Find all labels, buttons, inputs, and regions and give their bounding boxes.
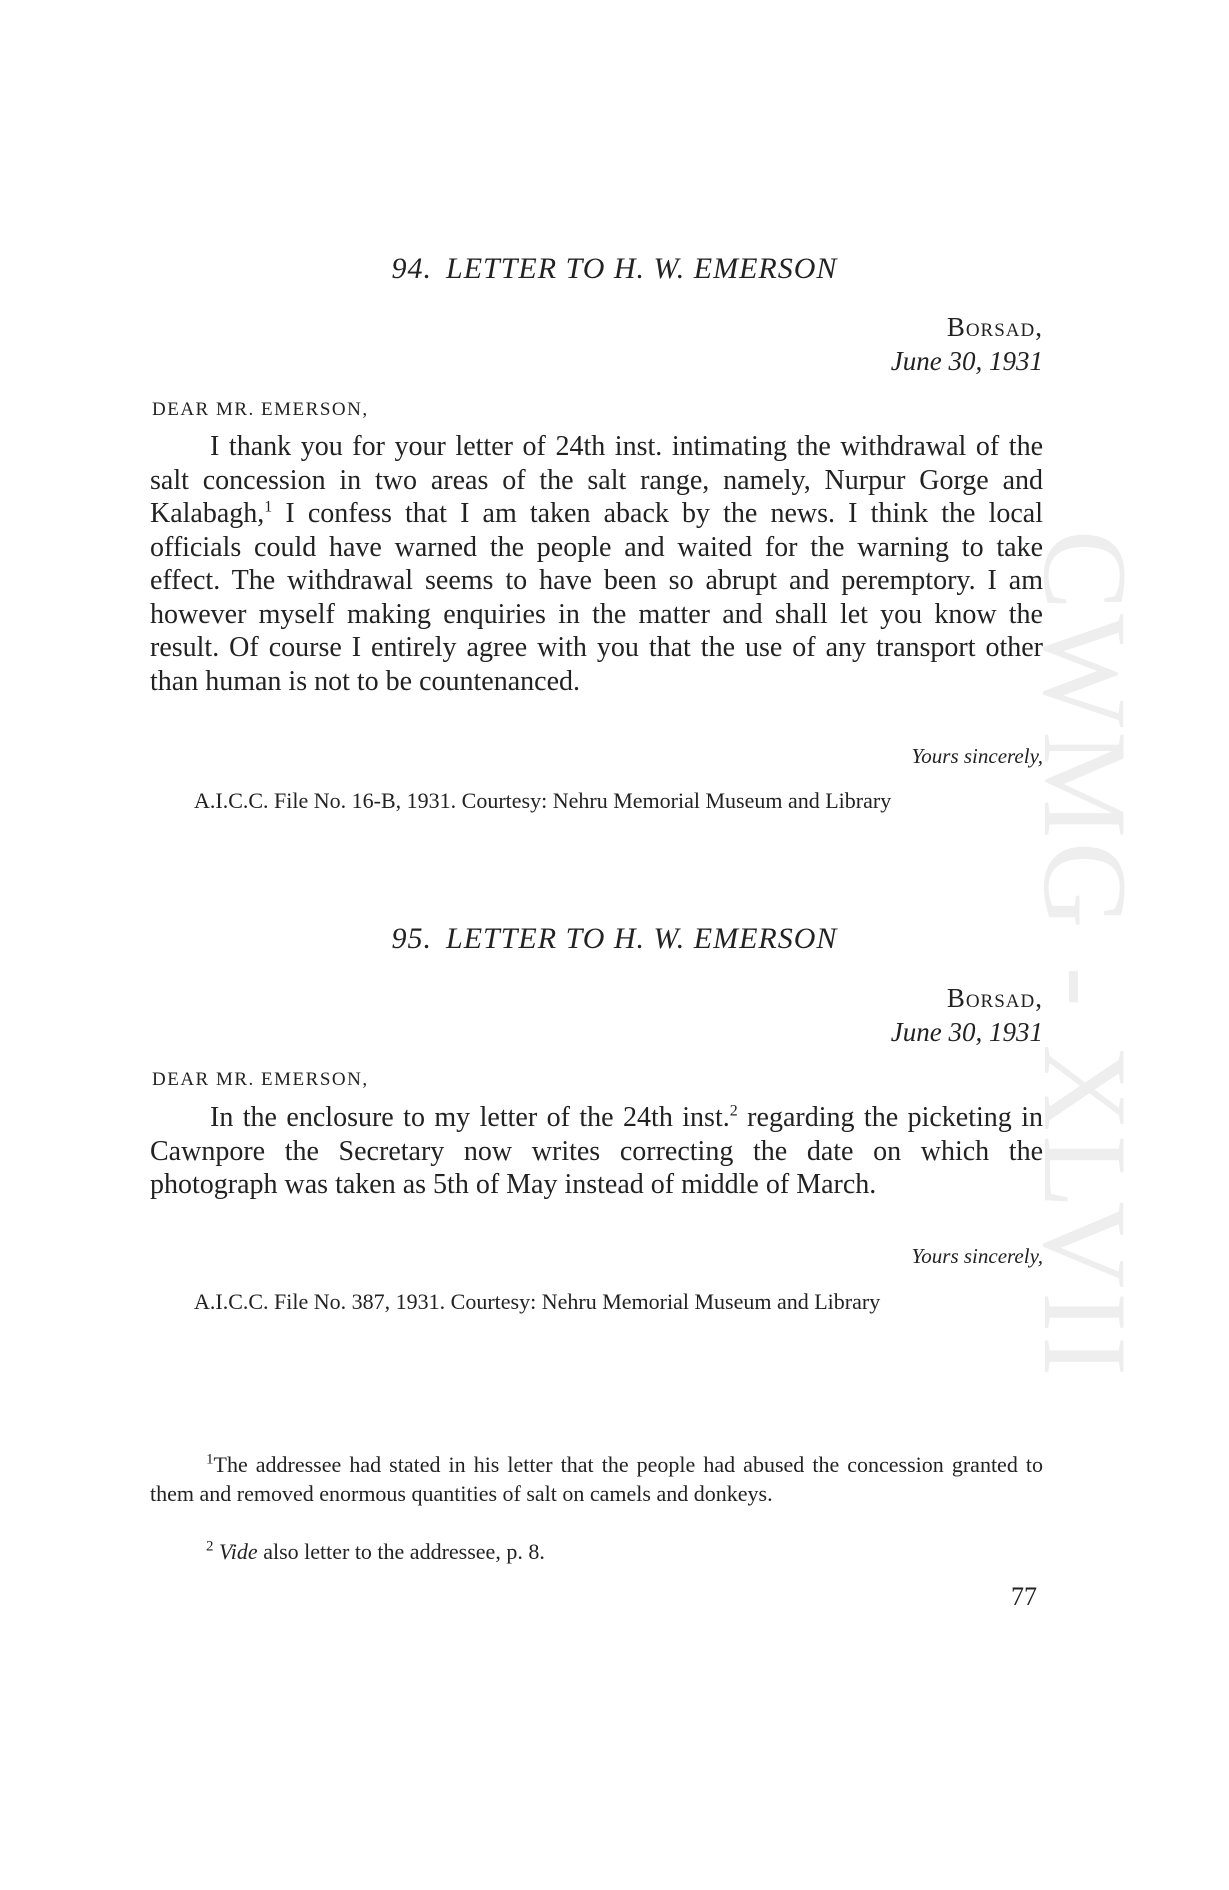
page-number: 77 (1011, 1582, 1037, 1611)
letter-94-source: A.I.C.C. File No. 16-B, 1931. Courtesy: Nehru Memorial Museum and Library (194, 788, 892, 813)
letter-94-date: June 30, 1931 (890, 346, 1043, 376)
letter-95-body: In the enclosure to my letter of the 24th inst.$^2$ regarding the picketing in Cawnpore the Secretary now writes correcting the date on which the photograph was taken as 5th of May instead of middle of March. (150, 1102, 1044, 1200)
letter-94-title (0, 252, 1229, 286)
watermark-text: CWMG - XLVII (1019, 529, 1152, 1381)
footnote-1: $^1$The addressee had stated in his letter that the people had abused the concession granted to them and removed enormous quantities of salt on camels and donkeys. (150, 1451, 1043, 1506)
footnote-ref-1: 1 (264, 498, 273, 516)
letter-95-source: A.I.C.C. File No. 387, 1931. Courtesy: Nehru Memorial Museum and Library (194, 1289, 881, 1314)
letter-95-number: 95. (391, 922, 433, 955)
footnote-1-mark: 1 (206, 1451, 214, 1468)
letter-94-place: Borsad, (946, 312, 1043, 342)
letter-94-number: 94. (391, 252, 433, 285)
footnote-2-mark: 2 (206, 1538, 214, 1555)
letter-95-place: Borsad, (946, 983, 1043, 1013)
letter-94-salutation: DEAR MR. EMERSON, (152, 399, 369, 420)
letter-95-closing: Yours sincerely, (911, 1244, 1043, 1268)
letter-95-title (0, 922, 1229, 956)
letter-94-body: I thank you for your letter of 24th inst. intimating the withdrawal of the salt concession in two areas of the salt range, namely, Nurpur Gorge and Kalabagh,$^1$ I confess that I am taken aback by the news. I think the local officials could have warned the people and waited for the warning to take effect. The withdrawal seems to have been so abrupt and peremptory. I am however myself making enquiries in the matter and shall let you know the result. Of course I entirely agree with you that the use of any transport other than human is not to be countenanced. (150, 431, 1043, 697)
letter-95-title-text: LETTER TO H. W. EMERSON (446, 922, 838, 955)
letter-94-closing: Yours sincerely, (911, 744, 1043, 768)
letter-95-salutation: DEAR MR. EMERSON, (152, 1069, 369, 1090)
letter-94-title-text: LETTER TO H. W. EMERSON (446, 252, 838, 285)
letter-95-date: June 30, 1931 (890, 1017, 1043, 1047)
footnote-ref-2: 2 (729, 1102, 738, 1120)
footnote-2: $^2$ Vide also letter to the addressee, p. 8. (206, 1538, 545, 1564)
